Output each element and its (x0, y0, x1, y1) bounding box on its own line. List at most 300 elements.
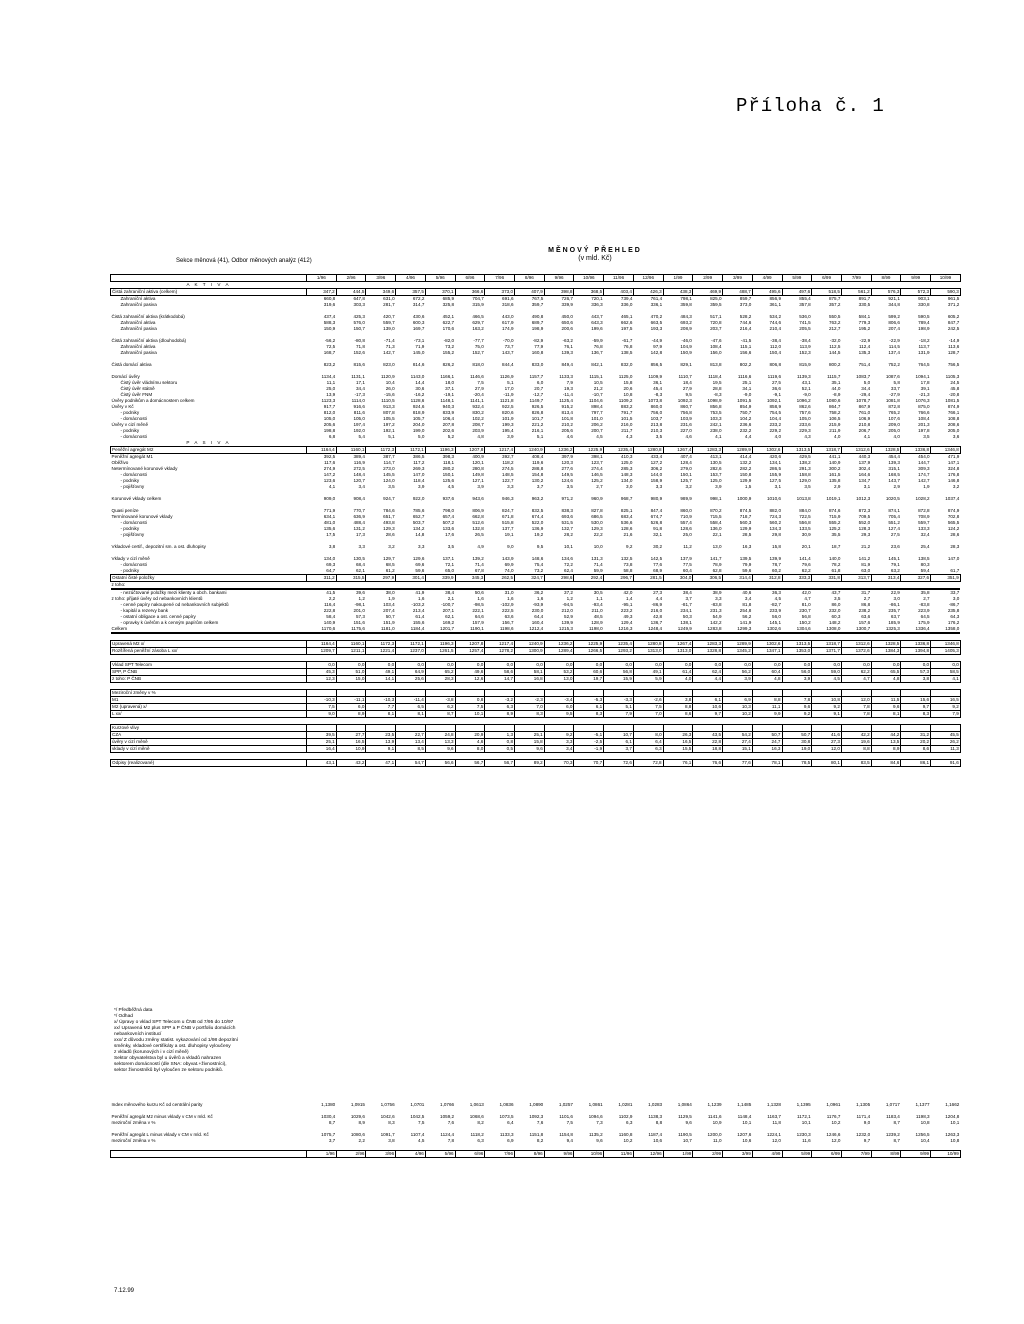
table-cell: 744,6 (739, 320, 752, 325)
table-cell: 39,5 (307, 732, 337, 739)
table-cell: 10,8 (950, 1138, 960, 1143)
table-cell: 1081,8 (885, 398, 900, 403)
footnote-line: sektor živnostníků byl vyloučen ze sektoru podniků. (114, 1068, 224, 1073)
table-cell: 10,0 (593, 544, 603, 549)
table-cell: 1080,6 (350, 1132, 365, 1137)
table-cell: 1116,6 (737, 374, 752, 379)
table-cell: 30,8 (782, 739, 812, 746)
table-cell (752, 753, 782, 760)
table-cell: 3,0 (893, 596, 900, 601)
table-cell (604, 753, 634, 760)
table-cell (782, 633, 812, 641)
table-cell: 43,7 (831, 590, 841, 595)
table-cell: 4,1 (715, 434, 722, 439)
table-cell: 6/99 (812, 1151, 842, 1158)
table-cell (782, 683, 812, 690)
table-cell: 4,0 (893, 434, 900, 439)
table-cell: 0,0 (663, 662, 693, 669)
table-cell: 11,0 (712, 1138, 722, 1143)
table-cell: 21,2 (593, 386, 603, 391)
table-cell: -38,4 (770, 338, 781, 343)
table-cell (544, 655, 574, 662)
table-cell: 18,7 (831, 544, 841, 549)
table-cell: 2,7 (596, 484, 603, 489)
row-label (111, 718, 307, 725)
table-cell: -5,1 (574, 732, 604, 739)
table-cell: 205,6 (323, 422, 336, 427)
table-cell: -14,9 (948, 338, 960, 343)
table-cell: 980,9 (650, 496, 663, 501)
table-cell: 1092,1 (766, 398, 781, 403)
table-cell: 59,6 (742, 568, 752, 573)
table-cell (604, 655, 634, 662)
table-cell: 150,4 (769, 350, 781, 355)
table-cell: 58,1 (515, 669, 545, 676)
table-cell: 73,7 (504, 344, 514, 349)
table-cell: 859,7 (739, 296, 752, 301)
table-cell: 357,5 (396, 289, 426, 296)
table-cell: 44,2 (871, 732, 901, 739)
table-cell: 3,4 (544, 746, 574, 753)
table-cell: 7,0 (515, 704, 545, 711)
table-cell: 1293,2 (604, 648, 634, 655)
row-label: L xx/ (111, 711, 307, 718)
table-cell: 373,0 (485, 289, 515, 296)
table-cell: 58,5 (931, 669, 961, 676)
table-cell (425, 683, 455, 690)
table-cell: -16,2 (413, 392, 425, 397)
table-cell: 1149,7 (529, 398, 544, 403)
table-cell: 142,5 (650, 556, 663, 561)
table-cell: 148,3 (620, 472, 633, 477)
table-cell: 73,2 (534, 568, 544, 573)
row-label: - podniky (120, 526, 140, 531)
table-cell: 7,0 (633, 711, 663, 718)
table-cell: 488,7 (723, 289, 753, 296)
table-cell: 413,1 (710, 454, 722, 459)
table-cell: 1125,4 (559, 398, 573, 403)
table-cell: 1,4 (626, 596, 633, 601)
table-cell: 0,0 (782, 662, 812, 669)
table-cell: 129,3 (591, 526, 603, 531)
table-cell: 79,9 (742, 562, 752, 567)
department-label: Sekce měnová (41), Odbor měnových analýz (412) (176, 258, 312, 264)
table-cell: 8,1 (871, 711, 901, 718)
row-label: - podniky (120, 568, 140, 573)
table-cell: 49,3 (623, 614, 633, 619)
table-cell: -32,0 (829, 338, 841, 343)
table-cell (633, 690, 663, 697)
table-cell: 106,5 (828, 416, 841, 421)
table-cell (485, 282, 515, 289)
table-cell: 64,3 (950, 614, 960, 619)
table-cell: 158,8 (799, 472, 811, 477)
table-cell: 8,9 (336, 711, 366, 718)
table-cell: 280,2 (442, 466, 455, 471)
column-header: 12/96 (633, 275, 663, 282)
table-cell: 903,1 (918, 296, 930, 301)
table-cell: 174,9 (502, 326, 514, 331)
table-cell (604, 633, 634, 641)
table-cell: 847,7 (947, 320, 960, 325)
table-cell (396, 633, 426, 641)
table-cell: 68,5 (385, 562, 395, 567)
table-cell: 65,2 (425, 669, 455, 676)
table-cell: 4,0 (774, 434, 781, 439)
table-cell: 65,5 (871, 669, 901, 676)
table-cell: 3,4 (744, 596, 752, 601)
table-cell: 123,7 (591, 460, 603, 465)
table-cell: 197,2 (383, 422, 395, 427)
table-cell (693, 683, 723, 690)
table-cell: 1239,2 (885, 1132, 900, 1137)
table-cell: 392,5 (323, 454, 336, 459)
table-cell: 826,8 (531, 410, 544, 415)
table-cell: 274,9 (323, 466, 336, 471)
table-cell: 371,2 (947, 302, 960, 307)
table-cell: 1187,4 (648, 1132, 663, 1137)
table-cell: 433,4 (650, 454, 663, 459)
table-cell: 9,2 (812, 704, 842, 711)
table-cell (871, 655, 901, 662)
table-cell: 76,1 (663, 760, 693, 767)
table-cell: 3,7 (328, 1138, 336, 1143)
table-cell: 57,3 (355, 614, 365, 619)
table-cell: 968,7 (620, 496, 633, 501)
table-cell: 148,6 (531, 556, 544, 561)
table-cell (782, 725, 812, 732)
table-cell: 1,1377 (915, 1102, 930, 1107)
table-cell: -41,5 (740, 338, 752, 343)
table-cell: 52,9 (564, 614, 573, 619)
table-cell: 1114,0 (351, 398, 365, 403)
table-cell: 9/99 (901, 1151, 931, 1158)
row-label (111, 633, 307, 641)
table-cell: 69,3 (326, 562, 336, 567)
table-cell: 686,5 (591, 514, 603, 519)
table-cell: 152,3 (799, 350, 811, 355)
table-cell: 9,2 (931, 704, 961, 711)
table-cell (336, 690, 366, 697)
table-cell: 137,7 (502, 526, 514, 531)
column-header: 4/96 (396, 275, 426, 282)
table-cell: 50,7 (782, 732, 812, 739)
table-cell: 56,2 (742, 614, 752, 619)
report-title: MĚNOVÝ PŘEHLED (548, 247, 642, 254)
table-cell: 27,5 (772, 380, 781, 385)
table-cell: 134,0 (323, 556, 336, 561)
table-cell (544, 633, 574, 641)
table-cell: 8,8 (752, 697, 782, 704)
table-cell (693, 282, 723, 289)
table-cell: 1139,3 (797, 374, 811, 379)
row-label: Čistá zahraniční aktiva (krátkodobá) (111, 314, 185, 319)
table-cell: 398,8 (544, 289, 574, 296)
table-cell: 15,8 (772, 544, 781, 549)
table-cell: 634,1 (323, 514, 336, 519)
table-cell: 407,4 (680, 454, 692, 459)
table-cell: -83,8 (919, 602, 930, 607)
table-cell: 45,4 (653, 386, 663, 391)
table-cell: 51,0 (336, 669, 366, 676)
row-label: Ostatní čisté položky (111, 575, 307, 582)
table-cell: 97,9 (653, 344, 663, 349)
table-row (111, 711, 961, 718)
table-cell: 14,4 (415, 380, 425, 385)
table-cell: 50,7 (385, 614, 395, 619)
table-cell: 3,5 (388, 484, 395, 489)
table-cell: 77,6 (653, 562, 663, 567)
table-cell: 209,0 (888, 422, 900, 427)
table-cell: 1209,7 (307, 648, 337, 655)
table-cell: 662,8 (472, 514, 484, 519)
table-cell: 9,6 (425, 746, 455, 753)
table-cell: 13,9 (366, 739, 396, 746)
table-cell: 169,2 (442, 620, 455, 625)
table-cell: 450,0 (561, 314, 573, 319)
table-cell: 131,2 (353, 526, 365, 531)
table-cell: 1154,8 (559, 1132, 573, 1137)
table-cell: 1,1380 (321, 1102, 336, 1107)
table-cell: 1325,3 (871, 626, 901, 633)
table-cell (425, 655, 455, 662)
row-label: z toho: (111, 582, 307, 590)
table-cell: 130,5 (710, 460, 722, 465)
table-row (111, 690, 961, 697)
table-cell: 1225,9 (574, 641, 604, 648)
table-cell: 63,6 (861, 614, 871, 619)
table-cell: 392,7 (502, 454, 514, 459)
table-cell: 744,6 (769, 320, 781, 325)
table-cell: 1083,7 (856, 374, 871, 379)
table-cell (396, 282, 426, 289)
table-cell: 3/99 (723, 1151, 753, 1158)
table-cell: 1198,0 (574, 626, 604, 633)
row-label: - podniky (120, 478, 140, 483)
monetary-table (110, 274, 960, 767)
table-cell: 79,1 (890, 562, 900, 567)
table-cell: 407,9 (515, 289, 545, 296)
table-cell: -11,4 (396, 697, 426, 704)
table-cell: 49,1 (633, 669, 663, 676)
table-cell: -94,5 (562, 602, 573, 607)
table-cell: 1092,3 (677, 398, 692, 403)
table-cell: 139,2 (472, 556, 484, 561)
table-cell: 212,0 (561, 608, 573, 613)
table-cell: 4,5 (774, 596, 781, 601)
table-cell: 3,5 (804, 484, 811, 489)
table-cell: 420,7 (383, 314, 395, 319)
table-cell: 25,1 (515, 732, 545, 739)
table-cell: 8,8 (841, 746, 871, 753)
table-cell: 11/96 (604, 1151, 634, 1158)
table-cell: 1207,8 (455, 447, 485, 454)
table-cell: 199,6 (591, 326, 603, 331)
footnote-line: směnky, vkladové certifikáty a ost. dluhopisy vyloučeny (114, 1044, 231, 1049)
table-cell: 1289,9 (723, 447, 753, 454)
row-label: Domácí úvěry (111, 374, 140, 379)
table-row (111, 760, 961, 767)
table-cell: 913,3 (383, 404, 395, 409)
table-cell: 4,7 (804, 596, 811, 601)
table-cell: 811,6 (353, 410, 365, 415)
table-cell: 829,1 (680, 362, 692, 367)
table-row (111, 739, 961, 746)
table-cell: 113,6 (948, 344, 960, 349)
table-cell (336, 753, 366, 760)
table-cell: 518,5 (812, 289, 842, 296)
table-cell: 3,9 (715, 484, 722, 489)
table-cell: 11,3 (931, 746, 961, 753)
table-cell: -47,6 (711, 338, 722, 343)
table-cell (336, 582, 366, 590)
table-cell: 15,8 (515, 739, 545, 746)
table-cell: 63,2 (890, 568, 900, 573)
table-cell: 1372,6 (841, 648, 871, 655)
table-cell: 1107,4 (410, 1132, 425, 1137)
table-cell: 230,0 (531, 608, 544, 613)
table-cell: 144,5 (828, 350, 841, 355)
table-cell: 789,4 (918, 320, 930, 325)
table-cell: 357,2 (828, 302, 841, 307)
table-cell: 4,1 (863, 434, 871, 439)
table-cell: 16,3 (742, 544, 752, 549)
table-cell: 6,0 (536, 380, 544, 385)
table-cell: 8,3 (901, 711, 931, 718)
table-cell: 3,8 (388, 1138, 395, 1143)
table-cell: 764,5 (918, 362, 930, 367)
table-cell: 739,4 (620, 296, 633, 301)
table-cell: 507,2 (442, 520, 455, 525)
table-cell: 192,0 (353, 428, 365, 433)
table-cell: 3,2 (388, 544, 395, 549)
table-cell: 26,0 (385, 386, 395, 391)
row-label: Zahraniční pasiva (120, 350, 157, 355)
table-cell: 19,1 (504, 532, 514, 537)
table-cell: 134,7 (858, 478, 871, 483)
table-cell (396, 718, 426, 725)
table-cell: 3,3 (417, 544, 425, 549)
table-cell: 1073,5 (499, 1114, 514, 1119)
table-cell: 9,1 (366, 746, 396, 753)
table-cell: 1160,1 (336, 641, 366, 648)
table-cell: 54,2 (723, 732, 753, 739)
table-cell: 8,7 (328, 1120, 336, 1125)
table-cell: 599,2 (888, 314, 900, 319)
table-cell: 41,6 (812, 732, 842, 739)
bottom-table (110, 1102, 960, 1158)
table-cell: 349,6 (366, 289, 396, 296)
table-cell: 1134,4 (321, 374, 336, 379)
table-cell: 81,8 (742, 602, 752, 607)
table-cell: -8,3 (654, 392, 663, 397)
table-cell: 576,3 (871, 289, 901, 296)
table-cell: 198,8 (323, 428, 336, 433)
table-cell: 18,8 (693, 746, 723, 753)
table-cell: 1240,9 (515, 641, 545, 648)
row-label: - podniky (120, 428, 140, 433)
table-cell: 72,1 (445, 562, 455, 567)
column-header: 7/99 (841, 275, 871, 282)
table-cell: 150,9 (323, 326, 336, 331)
table-cell: 62,8 (712, 568, 722, 573)
table-cell: -59,9 (592, 338, 603, 343)
table-cell: 9,7 (901, 704, 931, 711)
table-cell: 1236,2 (544, 641, 574, 648)
table-cell: 133,6 (442, 526, 455, 531)
table-cell: 202,6 (442, 428, 455, 433)
table-cell: 400,9 (472, 454, 484, 459)
table-cell: 4,6 (455, 739, 485, 746)
table-row (111, 626, 961, 633)
table-cell: 125,2 (591, 478, 603, 483)
table-cell: 1164,4 (307, 447, 337, 454)
table-cell: 961,5 (947, 296, 960, 301)
table-cell: 69,9 (504, 562, 514, 567)
table-cell (455, 725, 485, 732)
table-cell: 2/96 (336, 1151, 366, 1158)
table-cell: 78,7 (772, 562, 781, 567)
table-cell (871, 282, 901, 289)
table-cell: 63,7 (890, 614, 900, 619)
table-cell: 1207,6 (737, 1132, 752, 1137)
table-cell: 6,0 (544, 704, 574, 711)
table-cell: 330,8 (918, 302, 930, 307)
table-cell: 9,0 (507, 544, 514, 549)
table-cell: 76,8 (623, 344, 633, 349)
table-cell: 6,3 (485, 704, 515, 711)
table-cell: -3,8 (425, 697, 455, 704)
table-cell: 127,2 (650, 460, 663, 465)
footnote-line: */ Odhad (114, 1014, 133, 1019)
table-cell: 36,1 (653, 380, 663, 385)
table-cell: 16,5 (931, 697, 961, 704)
table-cell: 590,3 (931, 289, 961, 296)
table-cell: 216,1 (531, 428, 544, 433)
table-cell: 8,1 (366, 711, 396, 718)
table-cell (752, 655, 782, 662)
table-cell: 1328,8 (693, 648, 723, 655)
table-cell: 11,1 (326, 380, 336, 385)
table-cell: 151,6 (353, 620, 365, 625)
table-cell: 1029,6 (350, 1114, 365, 1119)
table-row (111, 641, 961, 648)
table-cell: 856,9 (769, 296, 781, 301)
table-cell: 917,7 (323, 404, 336, 409)
table-cell: 34,1 (742, 386, 752, 391)
table-cell: 937,6 (442, 496, 455, 501)
table-cell: 120,7 (353, 478, 365, 483)
table-cell: 1176,7 (826, 1114, 841, 1119)
row-label: - domácnosti (120, 472, 147, 477)
table-cell: 10/99 (931, 1151, 961, 1158)
table-cell: 9,7 (863, 1138, 871, 1143)
table-cell: 306,5 (693, 575, 723, 582)
table-cell: 685,9 (442, 296, 455, 301)
table-cell: 161,5 (828, 472, 841, 477)
table-cell (604, 718, 634, 725)
table-cell: 62,4 (693, 669, 723, 676)
table-cell: 213,8 (650, 422, 663, 427)
table-cell (574, 753, 604, 760)
table-cell (901, 282, 931, 289)
table-cell: 139,0 (383, 326, 395, 331)
row-label: Peněžní agregát L minus vklady v CM v mld. Kč (111, 1132, 209, 1137)
table-cell: 3,1 (863, 484, 871, 489)
table-cell: 37,2 (564, 590, 573, 595)
table-cell: 193,3 (650, 326, 663, 331)
table-cell: 233,9 (769, 608, 781, 613)
